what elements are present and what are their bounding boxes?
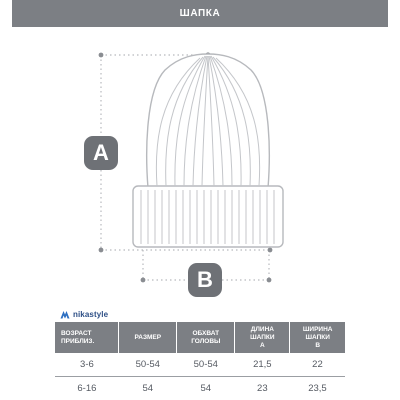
label-b-badge: [188, 263, 222, 297]
brand-name: nikastyle: [73, 310, 109, 319]
brand-logo: [60, 310, 108, 319]
measure-dot-b-left: [141, 278, 146, 283]
nikastyle-logo-icon: [60, 310, 70, 319]
cell-age: 6-16: [77, 383, 97, 394]
size-table-header-row: [55, 322, 345, 353]
measure-dot-bottom-right: [268, 248, 273, 253]
column-header-head-girth: ОБХВАТ ГОЛОВЫ: [177, 322, 235, 353]
cell-width-b: 22: [290, 353, 345, 377]
table-row: [55, 377, 345, 400]
label-a-text: A: [93, 140, 109, 165]
size-table: [55, 322, 345, 400]
column-header-size: РАЗМЕР: [119, 322, 177, 353]
column-header-age: ВОЗРАСТ ПРИБЛИЗ.: [55, 322, 119, 353]
column-header-length-a: ДЛИНА ШАПКИ А: [235, 322, 290, 353]
cell-head-girth: 50-54: [177, 353, 235, 377]
table-row: [55, 353, 345, 377]
cell-length-a: 23: [257, 383, 268, 394]
cell-age: 3-6: [55, 353, 119, 377]
cell-width-b: 23,5: [308, 383, 327, 394]
measure-dot-top-left: [99, 53, 104, 58]
cell-size: 50-54: [119, 353, 177, 377]
label-b-text: B: [197, 267, 213, 292]
measure-dot-bottom-left: [99, 248, 104, 253]
hat-crown: [147, 54, 270, 188]
label-a-badge: [84, 136, 118, 170]
cell-size: 54: [142, 383, 154, 394]
column-header-width-b: ШИРИНА ШАПКИ B: [290, 322, 345, 353]
header-title: ШАПКА: [179, 8, 221, 19]
measure-dot-b-right: [267, 278, 272, 283]
cell-length-a: 21,5: [235, 353, 290, 377]
cell-head-girth: 54: [200, 383, 212, 394]
